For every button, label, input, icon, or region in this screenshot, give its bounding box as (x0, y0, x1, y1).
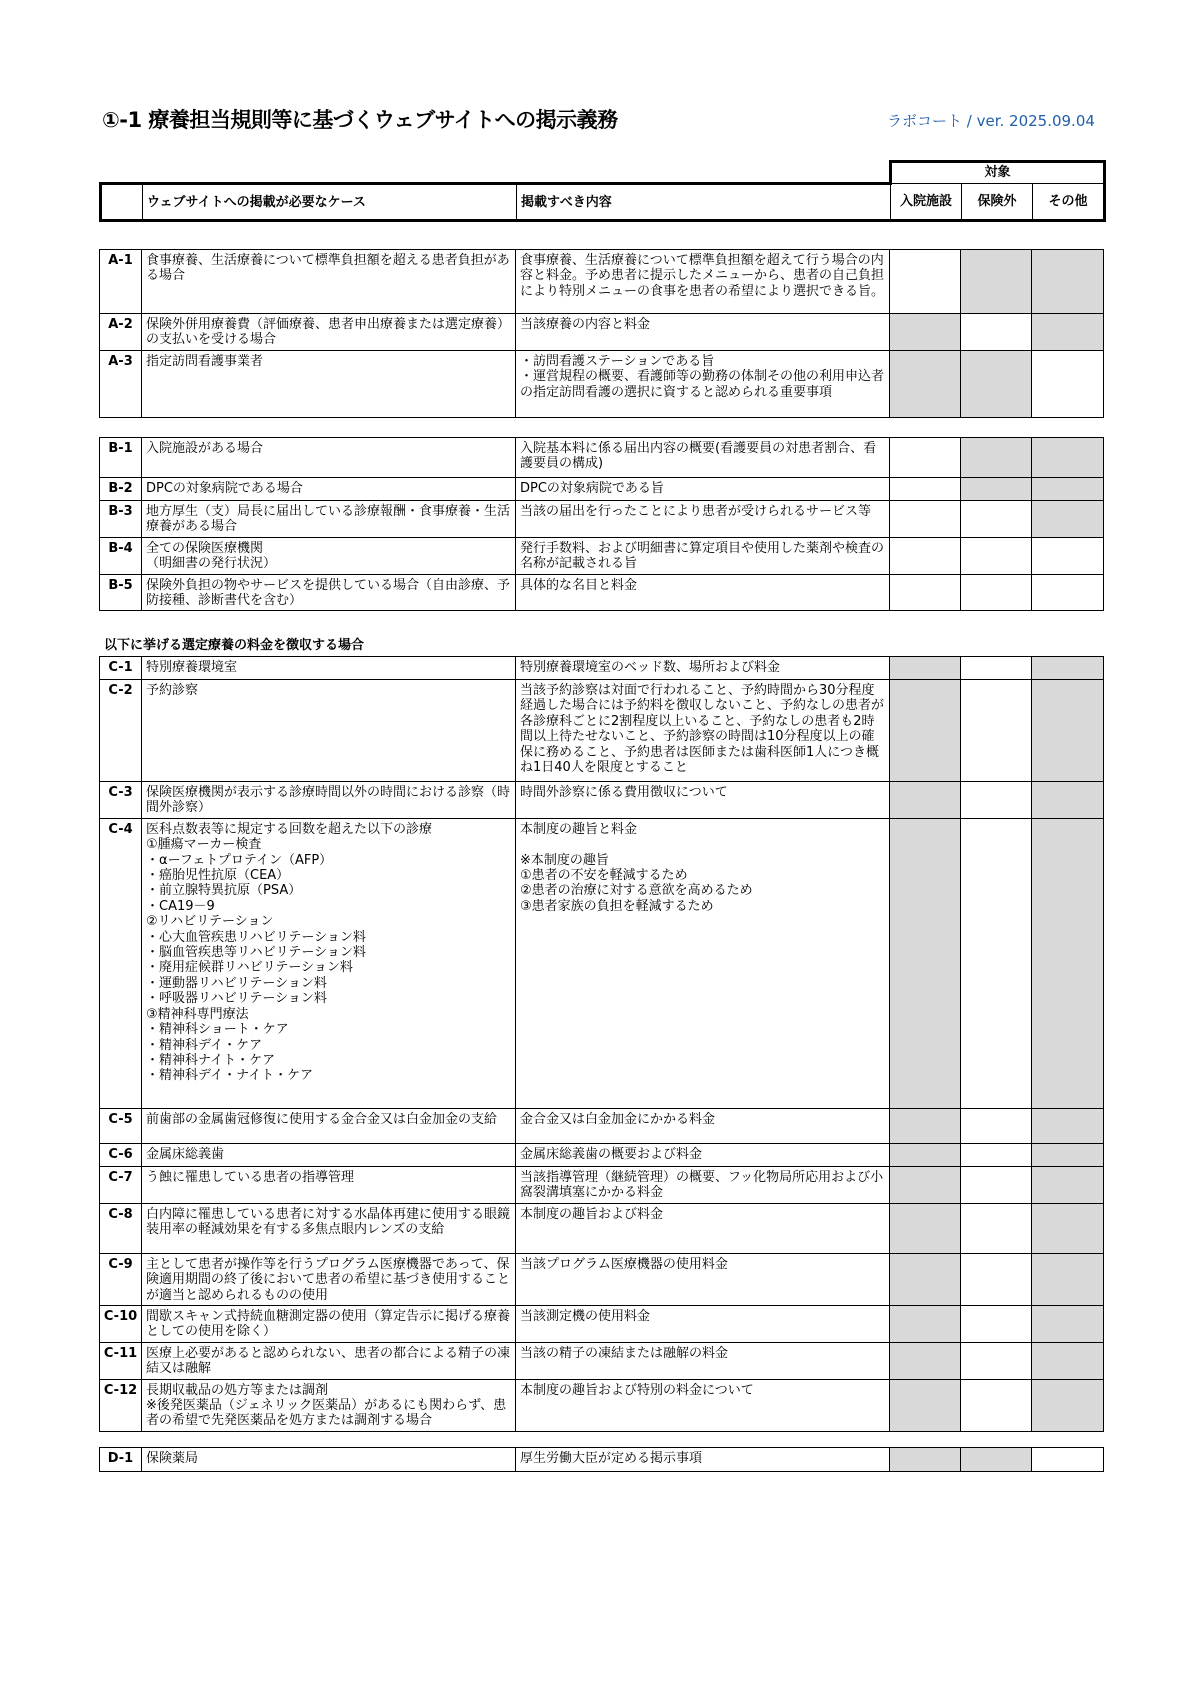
cell-uninsured (961, 1379, 1032, 1431)
version-label: ラボコート / ver. 2025.09.04 (887, 112, 1095, 130)
header-other: その他 (1033, 184, 1105, 221)
row-code: C-1 (100, 657, 142, 680)
table-row (100, 1143, 1104, 1166)
cell-inpatient (890, 1108, 961, 1143)
cell-inpatient (890, 1253, 961, 1305)
row-code: C-11 (100, 1342, 142, 1379)
section-c-label: 以下に挙げる選定療養の料金を徴収する場合 (104, 638, 365, 653)
cell-inpatient (890, 1203, 961, 1253)
cell-other (1032, 1143, 1104, 1166)
table-row (100, 818, 1104, 1108)
page-title: ①-1 療養担当規則等に基づくウェブサイトへの掲示義務 (102, 108, 618, 132)
row-content: 食事療養、生活療養について標準負担額を超えて行う場合の内容と料金。予め患者に提示したメニューから、患者の自己負担により特別メニューの食事を患者の希望により選択できる旨。 (516, 250, 890, 314)
cell-other (1032, 478, 1104, 501)
table-row (100, 1253, 1104, 1305)
cell-other (1032, 537, 1104, 574)
row-content: 特別療養環境室のベッド数、場所および料金 (516, 657, 890, 680)
row-content: DPCの対象病院である旨 (516, 478, 890, 501)
cell-inpatient (890, 350, 961, 417)
row-code: C-12 (100, 1379, 142, 1431)
cell-inpatient (890, 314, 961, 351)
row-code: C-4 (100, 818, 142, 1108)
row-content: 具体的な名目と料金 (516, 574, 890, 611)
cell-uninsured (961, 818, 1032, 1108)
cell-other (1032, 818, 1104, 1108)
cell-uninsured (961, 657, 1032, 680)
cell-inpatient (890, 537, 961, 574)
row-case: 地方厚生（支）局長に届出している診療報酬・食事療養・生活療養がある場合 (142, 501, 516, 538)
row-content: 本制度の趣旨および料金 (516, 1203, 890, 1253)
cell-uninsured (961, 537, 1032, 574)
row-code: B-3 (100, 501, 142, 538)
cell-uninsured (961, 574, 1032, 611)
cell-uninsured (961, 1306, 1032, 1343)
row-code: B-4 (100, 537, 142, 574)
cell-other (1032, 1203, 1104, 1253)
cell-uninsured (961, 350, 1032, 417)
group-c-table (99, 656, 1104, 1432)
row-content: 当該プログラム医療機器の使用料金 (516, 1253, 890, 1305)
table-row (100, 350, 1104, 417)
cell-uninsured (961, 314, 1032, 351)
table-row (100, 1379, 1104, 1431)
row-code: A-1 (100, 250, 142, 314)
cell-uninsured (961, 782, 1032, 819)
cell-uninsured (961, 1166, 1032, 1203)
cell-other (1032, 782, 1104, 819)
cell-inpatient (890, 818, 961, 1108)
cell-inpatient (890, 478, 961, 501)
row-content: 当該の精子の凍結または融解の料金 (516, 1342, 890, 1379)
row-content: ・訪問看護ステーションである旨 ・運営規程の概要、看護師等の勤務の体制その他の利用申込者の指定訪問看護の選択に資すると認められる重要事項 (516, 350, 890, 417)
cell-uninsured (961, 1203, 1032, 1253)
row-code: C-6 (100, 1143, 142, 1166)
table-row (100, 1448, 1104, 1472)
row-content: 本制度の趣旨と料金 ※本制度の趣旨 ①患者の不安を軽減するため ②患者の治療に対する意欲を高めるため ③患者家族の負担を軽減するため (516, 818, 890, 1108)
cell-inpatient (890, 680, 961, 782)
cell-inpatient (890, 1342, 961, 1379)
row-case: 指定訪問看護事業者 (142, 350, 516, 417)
cell-inpatient (890, 1379, 961, 1431)
header-uninsured: 保険外 (962, 184, 1033, 221)
cell-other (1032, 250, 1104, 314)
cell-inpatient (890, 1448, 961, 1472)
row-content: 金属床総義歯の概要および料金 (516, 1143, 890, 1166)
header-target: 対象 (891, 162, 1105, 184)
table-row (100, 501, 1104, 538)
table-row (100, 1166, 1104, 1203)
row-code: C-8 (100, 1203, 142, 1253)
row-code: A-2 (100, 314, 142, 351)
group-a-table (99, 249, 1104, 418)
table-row (100, 657, 1104, 680)
cell-other (1032, 680, 1104, 782)
column-header-table (99, 160, 1106, 222)
cell-inpatient (890, 782, 961, 819)
header-inpatient: 入院施設 (891, 184, 962, 221)
row-content: 当該予約診察は対面で行われること、予約時間から30分程度経過した場合には予約料を徴収しないこと、予約なしの患者が各診療科ごとに2割程度以上いること、予約なしの患者も2時間以上待たせないこと、予約診察の時間は10分程度以上の確保に務めること、予約患者は医師または歯科医師1人につき概ね1日40人を限度とすること (516, 680, 890, 782)
cell-uninsured (961, 1108, 1032, 1143)
group-b-table (99, 437, 1104, 611)
row-case: 医療上必要があると認められない、患者の都合による精子の凍結又は融解 (142, 1342, 516, 1379)
cell-uninsured (961, 1143, 1032, 1166)
row-content: 厚生労働大臣が定める掲示事項 (516, 1448, 890, 1472)
row-case: 前歯部の金属歯冠修復に使用する金合金又は白金加金の支給 (142, 1108, 516, 1143)
row-code: B-5 (100, 574, 142, 611)
cell-uninsured (961, 478, 1032, 501)
cell-other (1032, 1108, 1104, 1143)
cell-inpatient (890, 1166, 961, 1203)
row-case: 主として患者が操作等を行うプログラム医療機器であって、保険適用期間の終了後において患者の希望に基づき使用することが適当と認められるものの使用 (142, 1253, 516, 1305)
table-row (100, 1306, 1104, 1343)
row-code: C-5 (100, 1108, 142, 1143)
cell-inpatient (890, 657, 961, 680)
header-content: 掲載すべき内容 (517, 184, 891, 221)
cell-uninsured (961, 501, 1032, 538)
row-code: B-1 (100, 438, 142, 478)
table-row (100, 1108, 1104, 1143)
row-case: 予約診察 (142, 680, 516, 782)
row-content: 当該療養の内容と料金 (516, 314, 890, 351)
row-code: C-10 (100, 1306, 142, 1343)
cell-other (1032, 1379, 1104, 1431)
cell-other (1032, 574, 1104, 611)
row-content: 当該測定機の使用料金 (516, 1306, 890, 1343)
cell-other (1032, 314, 1104, 351)
cell-inpatient (890, 501, 961, 538)
row-case: DPCの対象病院である場合 (142, 478, 516, 501)
cell-other (1032, 501, 1104, 538)
table-row (100, 1203, 1104, 1253)
row-code: D-1 (100, 1448, 142, 1472)
header-case: ウェブサイトへの掲載が必要なケース (143, 184, 517, 221)
cell-other (1032, 1448, 1104, 1472)
row-case: 入院施設がある場合 (142, 438, 516, 478)
table-row (100, 438, 1104, 478)
table-row (100, 250, 1104, 314)
table-row (100, 1342, 1104, 1379)
cell-other (1032, 438, 1104, 478)
cell-uninsured (961, 680, 1032, 782)
cell-inpatient (890, 1306, 961, 1343)
cell-other (1032, 1342, 1104, 1379)
row-content: 時間外診察に係る費用徴収について (516, 782, 890, 819)
row-content: 本制度の趣旨および特別の料金について (516, 1379, 890, 1431)
header-code (101, 184, 143, 221)
row-content: 当該の届出を行ったことにより患者が受けられるサービス等 (516, 501, 890, 538)
row-case: 食事療養、生活療養について標準負担額を超える患者負担がある場合 (142, 250, 516, 314)
row-case: 特別療養環境室 (142, 657, 516, 680)
cell-other (1032, 350, 1104, 417)
row-code: C-2 (100, 680, 142, 782)
row-case: 保険薬局 (142, 1448, 516, 1472)
row-content: 入院基本料に係る届出内容の概要(看護要員の対患者割合、看護要員の構成) (516, 438, 890, 478)
cell-uninsured (961, 1253, 1032, 1305)
row-content: 金合金又は白金加金にかかる料金 (516, 1108, 890, 1143)
cell-other (1032, 1166, 1104, 1203)
row-case: 保険医療機関が表示する診療時間以外の時間における診察（時間外診察） (142, 782, 516, 819)
cell-uninsured (961, 1448, 1032, 1472)
table-row (100, 478, 1104, 501)
row-case: 白内障に罹患している患者に対する水晶体再建に使用する眼鏡装用率の軽減効果を有する多焦点眼内レンズの支給 (142, 1203, 516, 1253)
table-row (100, 537, 1104, 574)
row-code: C-3 (100, 782, 142, 819)
table-row (100, 314, 1104, 351)
row-content: 発行手数料、および明細書に算定項目や使用した薬剤や検査の名称が記載される旨 (516, 537, 890, 574)
group-d-table (99, 1447, 1104, 1472)
cell-other (1032, 1253, 1104, 1305)
row-case: 全ての保険医療機関 （明細書の発行状況） (142, 537, 516, 574)
cell-uninsured (961, 250, 1032, 314)
row-case: 長期収載品の処方等または調剤 ※後発医薬品（ジェネリック医薬品）があるにも関わらず、患者の希望で先発医薬品を処方または調剤する場合 (142, 1379, 516, 1431)
table-row (100, 782, 1104, 819)
row-case: 間歇スキャン式持続血糖測定器の使用（算定告示に掲げる療養としての使用を除く） (142, 1306, 516, 1343)
cell-inpatient (890, 1143, 961, 1166)
row-case: 医科点数表等に規定する回数を超えた以下の診療 ①腫瘍マーカー検査 ・αーフェトプロテイン（AFP） ・癌胎児性抗原（CEA） ・前立腺特異抗原（PSA） ・CA19－9 ②リハビリテーション ・心大血管疾患リハビリテーション料 ・脳血管疾患等リハビリテーション料 ・廃用症候群リハビリテーション料 ・運動器リハビリテーション料 ・呼吸器リハビリテーション料 ③精神科専門療法 ・精神科ショート・ケア ・精神科デイ・ケア ・精神科ナイト・ケア ・精神科デイ・ナイト・ケア (142, 818, 516, 1108)
row-case: 保険外負担の物やサービスを提供している場合（自由診療、予防接種、診断書代を含む） (142, 574, 516, 611)
row-code: A-3 (100, 350, 142, 417)
cell-inpatient (890, 438, 961, 478)
cell-uninsured (961, 1342, 1032, 1379)
row-case: 保険外併用療養費（評価療養、患者申出療養または選定療養）の支払いを受ける場合 (142, 314, 516, 351)
table-row (100, 574, 1104, 611)
row-case: 金属床総義歯 (142, 1143, 516, 1166)
row-code: B-2 (100, 478, 142, 501)
cell-inpatient (890, 250, 961, 314)
cell-uninsured (961, 438, 1032, 478)
cell-other (1032, 657, 1104, 680)
row-code: C-7 (100, 1166, 142, 1203)
cell-inpatient (890, 574, 961, 611)
table-row (100, 680, 1104, 782)
cell-other (1032, 1306, 1104, 1343)
row-code: C-9 (100, 1253, 142, 1305)
row-content: 当該指導管理（継続管理）の概要、フッ化物局所応用および小窩裂溝填塞にかかる料金 (516, 1166, 890, 1203)
row-case: う蝕に罹患している患者の指導管理 (142, 1166, 516, 1203)
